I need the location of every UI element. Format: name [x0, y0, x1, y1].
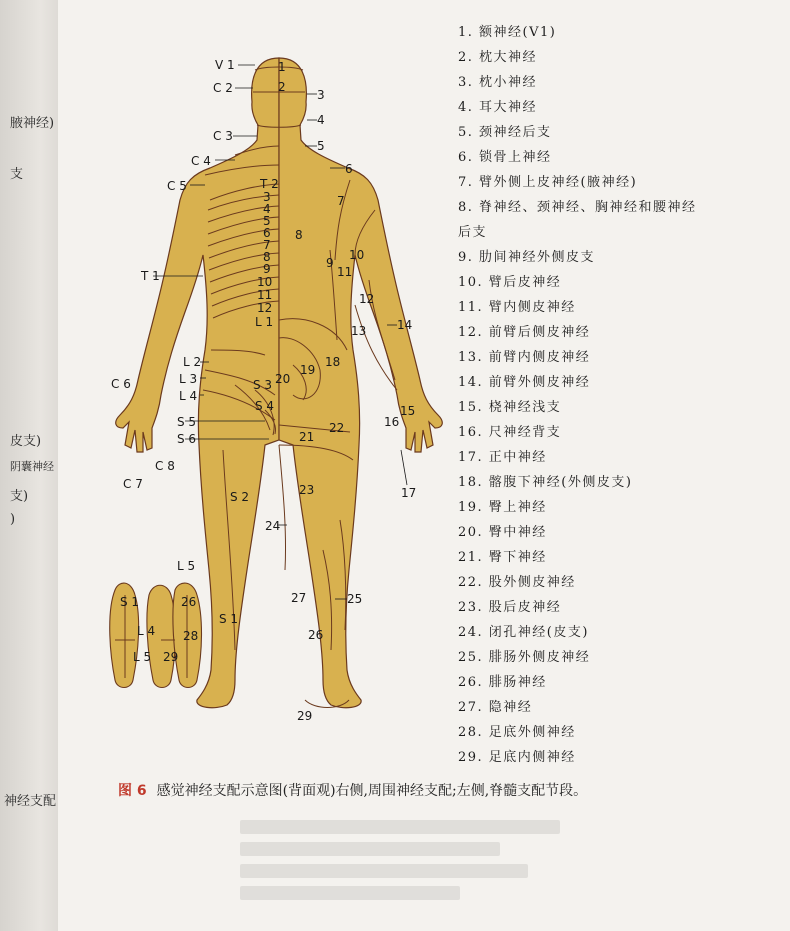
segment-label-s5: S 5 — [177, 415, 197, 429]
nerve-legend — [458, 20, 708, 770]
nerve-label-2: 2 — [278, 80, 286, 94]
segment-label-t5: 5 — [263, 214, 271, 228]
segment-label-c4: C 4 — [191, 154, 211, 168]
nerve-label-5: 5 — [317, 139, 325, 153]
legend-item: 14. 前臂外侧皮神经 — [458, 375, 591, 390]
nerve-label-16: 16 — [384, 415, 400, 429]
legend-item: 27. 隐神经 — [458, 700, 533, 715]
legend-item: 10. 臂后皮神经 — [458, 275, 562, 290]
segment-label-s2: S 2 — [230, 490, 250, 504]
segment-label-c6: C 6 — [111, 377, 131, 391]
caption-text: 感觉神经支配示意图(背面观)右侧,周围神经支配;左侧,脊髓支配节段。 — [156, 783, 588, 799]
gutter-fragment: ) — [10, 512, 16, 527]
segment-label-l4: L 4 — [179, 389, 198, 403]
segment-label-t9: 9 — [263, 262, 271, 276]
legend-item: 29. 足底内侧神经 — [458, 750, 576, 765]
segment-label-l5: L 5 — [177, 559, 196, 573]
legend-item: 15. 桡神经浅支 — [458, 400, 562, 415]
legend-item: 28. 足底外侧神经 — [458, 725, 576, 740]
nerve-label-19: 19 — [300, 363, 316, 377]
segment-label-t3: 3 — [263, 190, 271, 204]
body-outline-illustration — [105, 50, 450, 740]
foot-label-29: 29 — [163, 650, 179, 664]
segment-label-t2: T 2 — [260, 177, 279, 191]
legend-item: 18. 髂腹下神经(外侧皮支) — [458, 475, 633, 490]
nerve-label-25: 25 — [347, 592, 363, 606]
legend-item: 4. 耳大神经 — [458, 100, 538, 115]
legend-item: 6. 锁骨上神经 — [458, 150, 552, 165]
nerve-label-12: 12 — [359, 292, 375, 306]
nerve-label-29: 29 — [297, 709, 313, 723]
legend-item: 13. 前臂内侧皮神经 — [458, 350, 591, 365]
figure-caption — [118, 780, 738, 800]
gutter-fragment: 神经支配 — [4, 794, 57, 809]
foot-label-l4: L 4 — [137, 624, 156, 638]
nerve-label-23: 23 — [299, 483, 315, 497]
nerve-label-1: 1 — [278, 60, 286, 74]
legend-item: 2. 枕大神经 — [458, 50, 538, 65]
gutter-fragment: 支 — [10, 167, 24, 182]
nerve-label-21: 21 — [299, 430, 315, 444]
gutter-fragment: 皮支) — [10, 434, 42, 449]
foot-label-28: 28 — [183, 629, 199, 643]
segment-label-l1: L 1 — [255, 315, 274, 329]
nerve-label-11: 11 — [337, 265, 353, 279]
foot-label-s1: S 1 — [120, 595, 140, 609]
legend-item: 19. 臀上神经 — [458, 500, 547, 515]
foot-label-26: 26 — [181, 595, 197, 609]
legend-item: 17. 正中神经 — [458, 450, 547, 465]
nerve-label-17: 17 — [401, 486, 417, 500]
segment-label-l2: L 2 — [183, 355, 202, 369]
segment-label-v1: V 1 — [215, 58, 235, 72]
nerve-label-14: 14 — [397, 318, 413, 332]
gutter-fragment: 支) — [10, 489, 29, 504]
legend-item: 11. 臂内侧皮神经 — [458, 300, 576, 315]
nerve-label-4: 4 — [317, 113, 325, 127]
legend-item: 21. 臀下神经 — [458, 550, 547, 565]
segment-label-s1: S 1 — [219, 612, 239, 626]
legend-item: 25. 腓肠外侧皮神经 — [458, 650, 591, 665]
nerve-label-15: 15 — [400, 404, 416, 418]
nerve-label-22: 22 — [329, 421, 345, 435]
show-through-text — [240, 820, 640, 930]
segment-label-c2: C 2 — [213, 81, 233, 95]
legend-item: 26. 腓肠神经 — [458, 675, 547, 690]
segment-label-t10: 10 — [257, 275, 273, 289]
nerve-label-7: 7 — [337, 194, 345, 208]
legend-item: 16. 尺神经背支 — [458, 425, 562, 440]
segment-label-t1: T 1 — [141, 269, 160, 283]
nerve-label-18: 18 — [325, 355, 341, 369]
dermatome-figure — [105, 50, 450, 740]
segment-label-t6: 6 — [263, 226, 271, 240]
legend-item: 24. 闭孔神经(皮支) — [458, 625, 589, 640]
nerve-label-27: 27 — [291, 591, 307, 605]
page-gutter — [0, 0, 58, 931]
segment-label-t4: 4 — [263, 202, 271, 216]
figure-number: 图 6 — [118, 783, 147, 799]
nerve-label-13: 13 — [351, 324, 367, 338]
nerve-label-20: 20 — [275, 372, 291, 386]
segment-label-t7: 7 — [263, 238, 271, 252]
nerve-label-6: 6 — [345, 162, 353, 176]
nerve-label-10: 10 — [349, 248, 365, 262]
legend-item: 8. 脊神经、颈神经、胸神经和腰神经后支 — [458, 200, 697, 240]
nerve-label-26: 26 — [308, 628, 324, 642]
legend-item: 12. 前臂后侧皮神经 — [458, 325, 591, 340]
nerve-label-8: 8 — [295, 228, 303, 242]
legend-item: 3. 枕小神经 — [458, 75, 538, 90]
foot-label-l5: L 5 — [133, 650, 152, 664]
legend-item: 22. 股外侧皮神经 — [458, 575, 576, 590]
segment-label-c5: C 5 — [167, 179, 187, 193]
gutter-fragment: 腋神经) — [10, 116, 55, 131]
gutter-fragment: 阴囊神经 — [10, 460, 54, 473]
legend-item: 23. 股后皮神经 — [458, 600, 562, 615]
nerve-label-9: 9 — [326, 256, 334, 270]
nerve-label-24: 24 — [265, 519, 281, 533]
legend-item: 1. 额神经(V1) — [458, 25, 557, 40]
segment-label-s3: S 3 — [253, 378, 273, 392]
nerve-label-3: 3 — [317, 88, 325, 102]
segment-label-t11: 11 — [257, 288, 273, 302]
segment-label-c3: C 3 — [213, 129, 233, 143]
legend-item: 7. 臂外侧上皮神经(腋神经) — [458, 175, 638, 190]
segment-label-t8: 8 — [263, 250, 271, 264]
segment-label-c8: C 8 — [155, 459, 175, 473]
segment-label-c7: C 7 — [123, 477, 143, 491]
segment-label-s6: S 6 — [177, 432, 197, 446]
legend-item: 9. 肋间神经外侧皮支 — [458, 250, 596, 265]
segment-label-t12: 12 — [257, 301, 273, 315]
segment-label-l3: L 3 — [179, 372, 198, 386]
legend-item: 20. 臀中神经 — [458, 525, 547, 540]
legend-item: 5. 颈神经后支 — [458, 125, 552, 140]
segment-label-s4: S 4 — [255, 399, 275, 413]
